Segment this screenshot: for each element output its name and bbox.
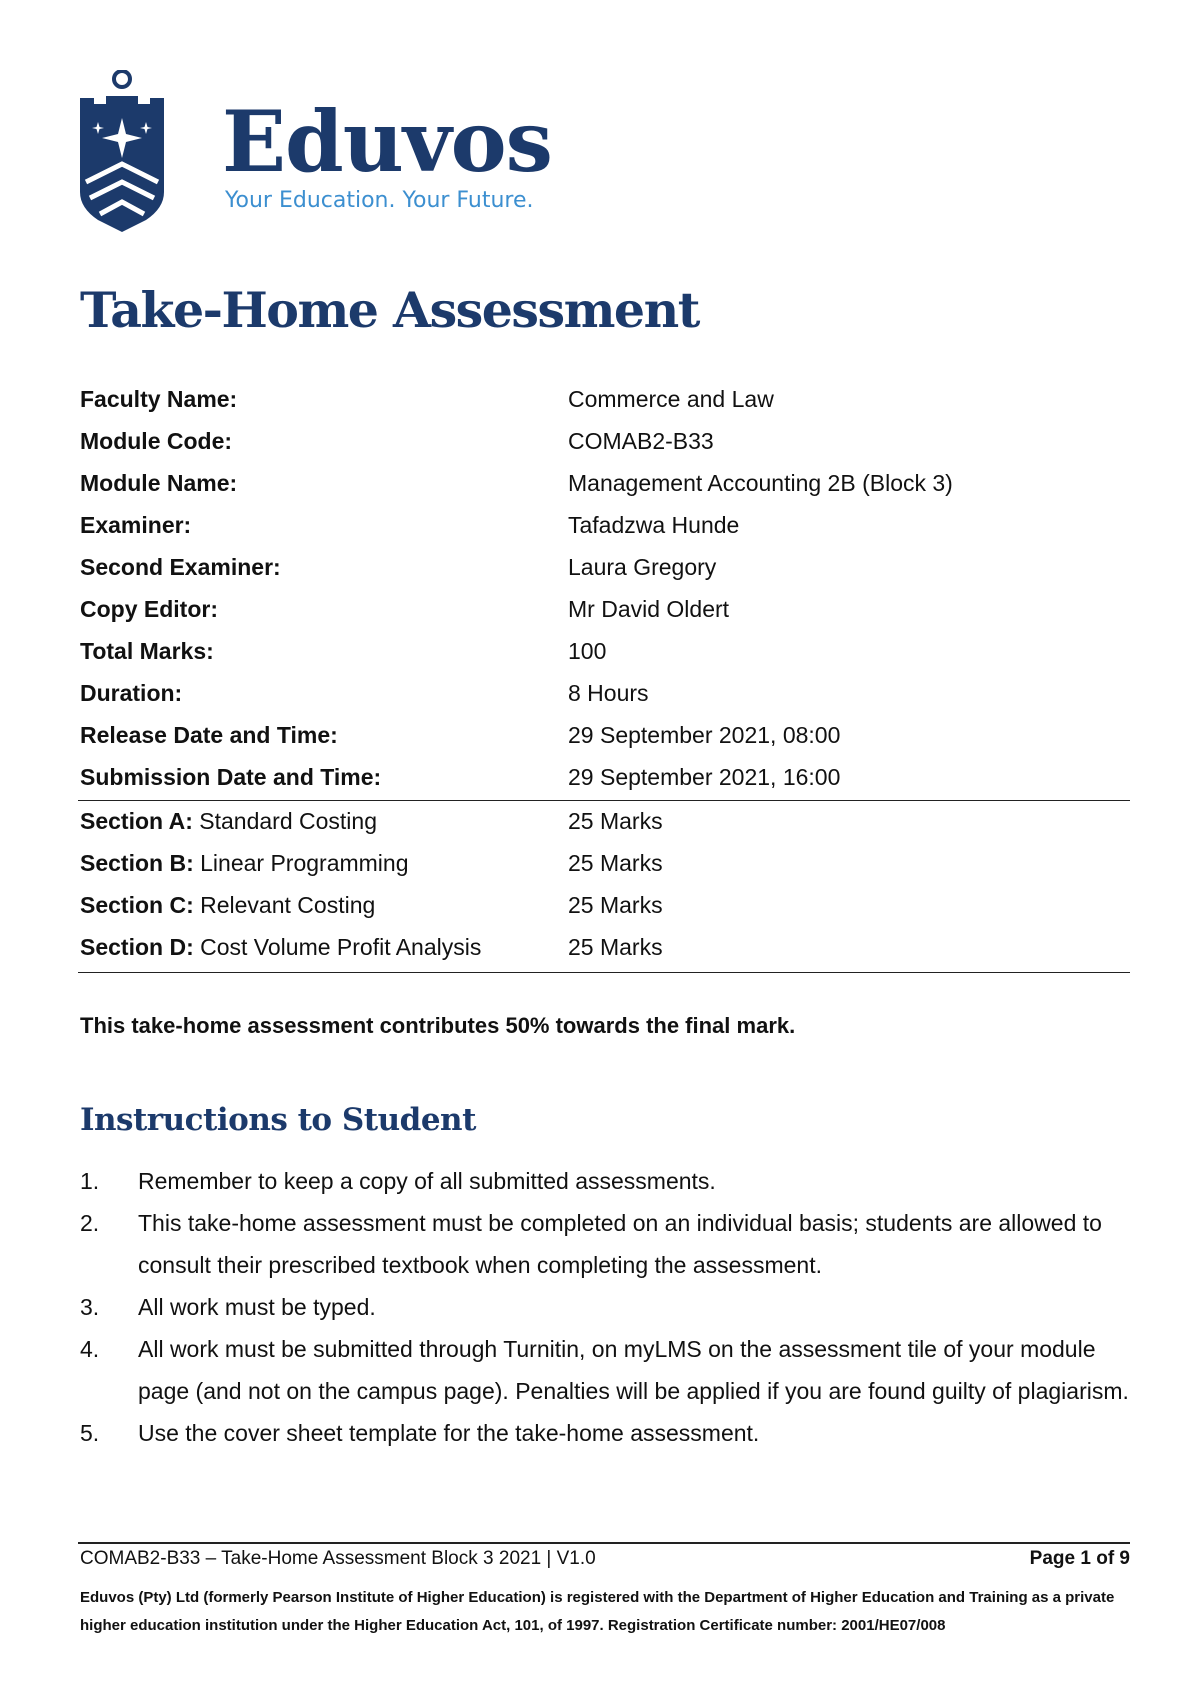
instruction-text: All work must be typed. [138,1294,376,1320]
footer-legal-notice: Eduvos (Pty) Ltd (formerly Pearson Institute of Higher Education) is registered with the Department of Higher Education and Training as a private higher education institution under the Higher Education Act, 101, of 1997. Registration Certificate number: 2001/HE07/008 [80,1589,1115,1634]
info-value: Tafadzwa Hunde [568,512,740,538]
info-row [80,504,1130,546]
section-marks: 25 Marks [568,892,663,918]
section-marks: 25 Marks [568,850,663,876]
section-letter: Section B: [80,850,194,876]
instruction-number: 5. [80,1420,100,1446]
info-value: Commerce and Law [568,386,774,412]
footer-document-id: COMAB2-B33 – Take-Home Assessment Block 3 2021 | V1.0 [80,1548,596,1569]
info-row [80,462,1130,504]
section-row [80,800,1130,842]
section-name: Relevant Costing [200,892,376,918]
info-label: Module Name: [80,470,238,496]
info-label: Release Date and Time: [80,722,338,748]
info-value: 8 Hours [568,680,649,706]
info-value: 29 September 2021, 16:00 [568,764,841,790]
info-row [80,630,1130,672]
instruction-text: Use the cover sheet template for the take-home assessment. [138,1420,760,1446]
section-row [80,842,1130,884]
document-title: Take-Home Assessment [80,281,699,339]
info-label: Duration: [80,680,183,706]
info-row [80,588,1130,630]
section-name: Cost Volume Profit Analysis [200,934,482,960]
info-label: Module Code: [80,428,233,454]
instruction-text: This take-home assessment must be completed on an individual basis; students are allowed to consult their prescribed textbook when completing the assessment. [138,1210,1102,1278]
section-letter: Section D: [80,934,194,960]
section-name: Linear Programming [200,850,409,876]
info-row [80,546,1130,588]
section-marks: 25 Marks [568,934,663,960]
info-label: Faculty Name: [80,386,238,412]
instructions-heading: Instructions to Student [80,1102,476,1138]
section-letter: Section A: [80,808,193,834]
sections-table [80,800,1130,968]
contribution-note: This take-home assessment contributes 50% towards the final mark. [80,1013,796,1038]
footer-page-number: Page 1 of 9 [1029,1548,1130,1569]
section-name: Standard Costing [199,808,378,834]
instruction-text: All work must be submitted through Turnitin, on myLMS on the assessment tile of your module page (and not on the campus page). Penalties will be applied if you are found guilty of plagiarism. [138,1336,1129,1404]
brand-tagline: Your Education. Your Future. [225,188,534,213]
instruction-item [80,1286,1130,1328]
instruction-text: Remember to keep a copy of all submitted assessments. [138,1168,716,1194]
instruction-item [80,1328,1130,1412]
section-letter: Section C: [80,892,194,918]
section-row [80,884,1130,926]
info-value: 29 September 2021, 08:00 [568,722,841,748]
instructions-list [80,1160,1130,1454]
info-row [80,672,1130,714]
info-label: Second Examiner: [80,554,281,580]
instruction-number: 2. [80,1210,100,1236]
info-label: Examiner: [80,512,192,538]
info-value: Mr David Oldert [568,596,730,622]
info-label: Total Marks: [80,638,214,664]
info-label: Copy Editor: [80,596,218,622]
info-value: 100 [568,638,607,664]
info-row [80,420,1130,462]
info-value: Laura Gregory [568,554,717,580]
section-divider-bottom [78,972,1130,973]
assessment-info-table [80,378,1130,798]
info-value: Management Accounting 2B (Block 3) [568,470,953,496]
info-value: COMAB2-B33 [568,428,714,454]
instruction-item [80,1160,1130,1202]
info-row [80,714,1130,756]
footer-divider [78,1542,1130,1544]
info-row [80,378,1130,420]
instruction-number: 4. [80,1336,100,1362]
instruction-number: 3. [80,1294,100,1320]
info-label: Submission Date and Time: [80,764,382,790]
instruction-number: 1. [80,1168,100,1194]
instruction-item [80,1412,1130,1454]
section-row [80,926,1130,968]
instruction-item [80,1202,1130,1286]
brand-name: Eduvos [222,92,552,191]
section-marks: 25 Marks [568,808,663,834]
info-row [80,756,1130,798]
